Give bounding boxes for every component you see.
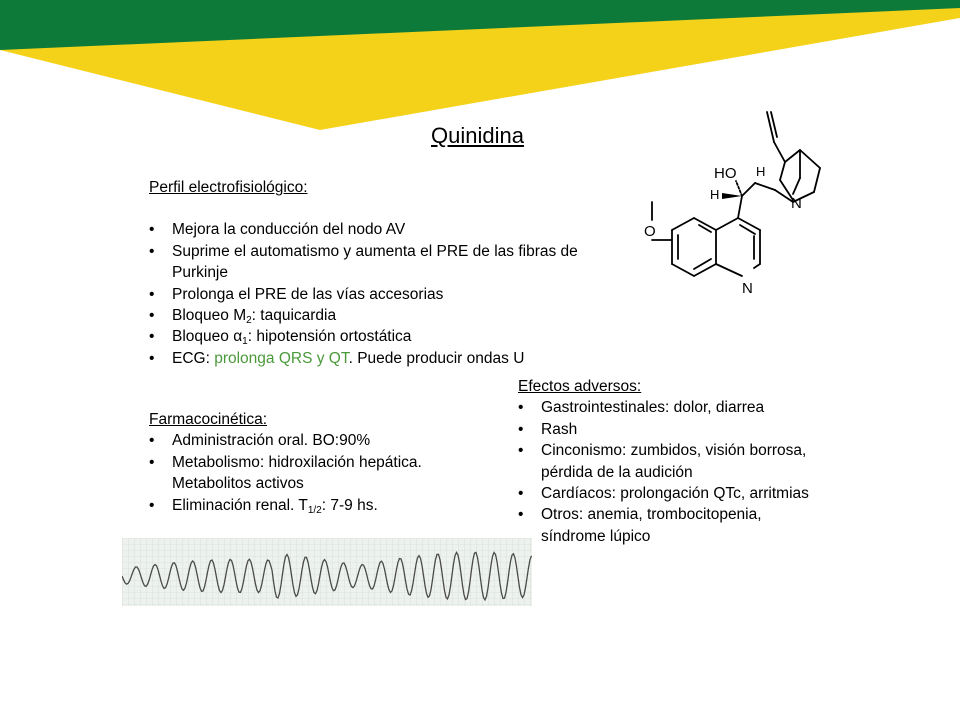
list-item: • Administración oral. BO:90% xyxy=(149,430,489,451)
efectos-adversos-section xyxy=(518,376,818,547)
farmacocinetica-section xyxy=(149,409,489,516)
perfil-electrofisiologico-section xyxy=(149,177,599,369)
atom-h-label: H xyxy=(756,164,766,179)
list-item: • Cardíacos: prolongación QTc, arritmias xyxy=(518,483,818,504)
atom-ho-label: HO xyxy=(714,165,737,182)
list-item: • Prolonga el PRE de las vías accesorias xyxy=(149,284,599,305)
list-item: • Otros: anemia, trombocitopenia, síndrome lúpico xyxy=(518,504,818,547)
list-item: • Bloqueo $M_2$: taquicardia xyxy=(149,305,599,326)
list-item: • Bloqueo $\alpha_1$: hipotensión ortostática xyxy=(149,326,599,347)
list-item: • Cinconismo: zumbidos, visión borrosa, pérdida de la audición xyxy=(518,440,818,483)
list-item: • Eliminación renal. $T_{1/2}$: 7-9 hs. xyxy=(149,495,489,516)
slide-title: Quinidina xyxy=(431,123,524,148)
list-item: • Rash xyxy=(518,419,818,440)
list-item: • Mejora la conducción del nodo AV xyxy=(149,219,599,240)
ecg-strip-image xyxy=(122,538,532,606)
farmaco-list xyxy=(149,430,489,516)
atom-h-label: H xyxy=(710,187,720,202)
atom-o-label: O xyxy=(644,223,656,240)
atom-n-label: N xyxy=(791,195,802,212)
list-item: • Suprime el automatismo y aumenta el PRE de las fibras de Purkinje xyxy=(149,241,599,284)
farmaco-heading: Farmacocinética: xyxy=(149,411,268,428)
list-item: • Metabolismo: hidroxilación hepática. Metabolitos activos xyxy=(149,452,489,495)
efectos-heading: Efectos adversos: xyxy=(518,378,642,395)
perfil-list xyxy=(149,219,599,369)
highlight-text: prolonga QRS y QT xyxy=(214,349,349,367)
list-item: • ECG: prolonga QRS y QT. Puede producir ondas U xyxy=(149,348,599,369)
atom-n-label: N xyxy=(742,280,753,297)
perfil-heading: Perfil electrofisiológico: xyxy=(149,179,308,196)
list-item: • Gastrointestinales: dolor, diarrea xyxy=(518,397,818,418)
efectos-list xyxy=(518,397,818,547)
quinidine-structure-diagram xyxy=(635,108,835,308)
